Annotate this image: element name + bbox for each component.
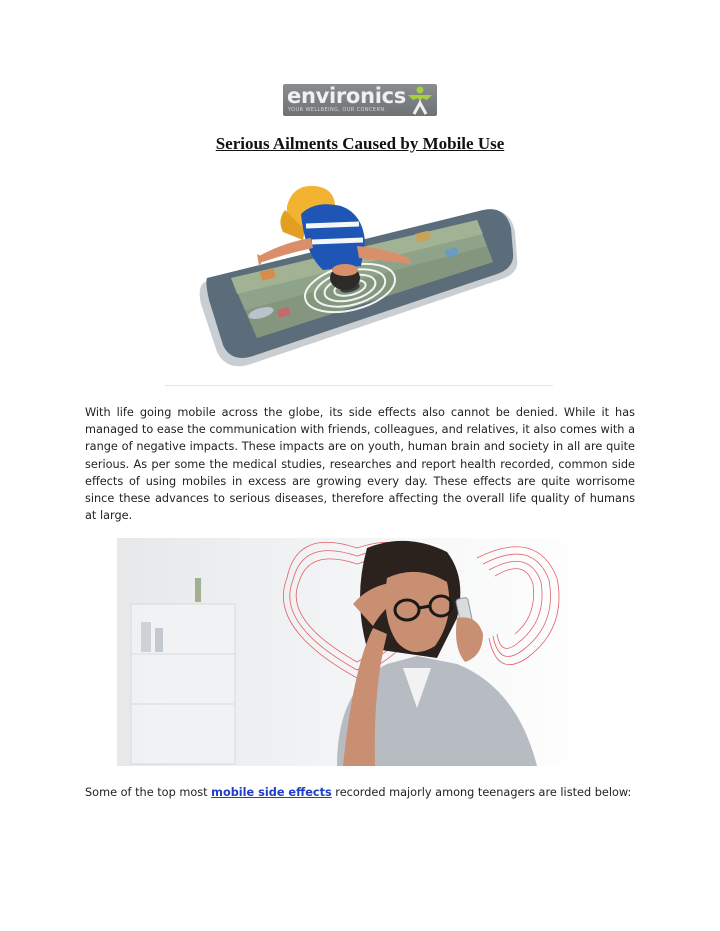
- list-intro-before: Some of the top most: [85, 786, 212, 799]
- list-intro-after: recorded majorly among teenagers are listed below:: [331, 786, 632, 799]
- image-divider: [165, 385, 553, 386]
- logo-figure-icon: [405, 85, 435, 115]
- logo-tagline: YOUR WELLBEING, OUR CONCERN.: [288, 107, 387, 113]
- background-shelf: [131, 578, 235, 764]
- body-paragraph: With life going mobile across the globe, its side effects also cannot be denied. While it has managed to ease the communication with friends, colleagues, and relatives, it also comes with a range of negative impacts. These impacts are on youth, human brain and society in all are quite serious. As per some the medical studies, researches and report health recorded, common side effects of using mobiles in excess are growing every day. These effects are quite worrisome since these advances to serious diseases, therefore affecting the overall life quality of humans at large.: [85, 406, 635, 523]
- mobile-side-effects-link[interactable]: mobile side effects: [211, 786, 332, 799]
- woman-headache-phone-photo: [117, 538, 601, 766]
- list-intro-line: [85, 786, 685, 799]
- company-logo: [283, 84, 437, 116]
- phone-addiction-illustration: [165, 170, 553, 385]
- logo-wordmark: environics: [287, 84, 406, 108]
- page-title: Serious Ailments Caused by Mobile Use: [215, 134, 505, 153]
